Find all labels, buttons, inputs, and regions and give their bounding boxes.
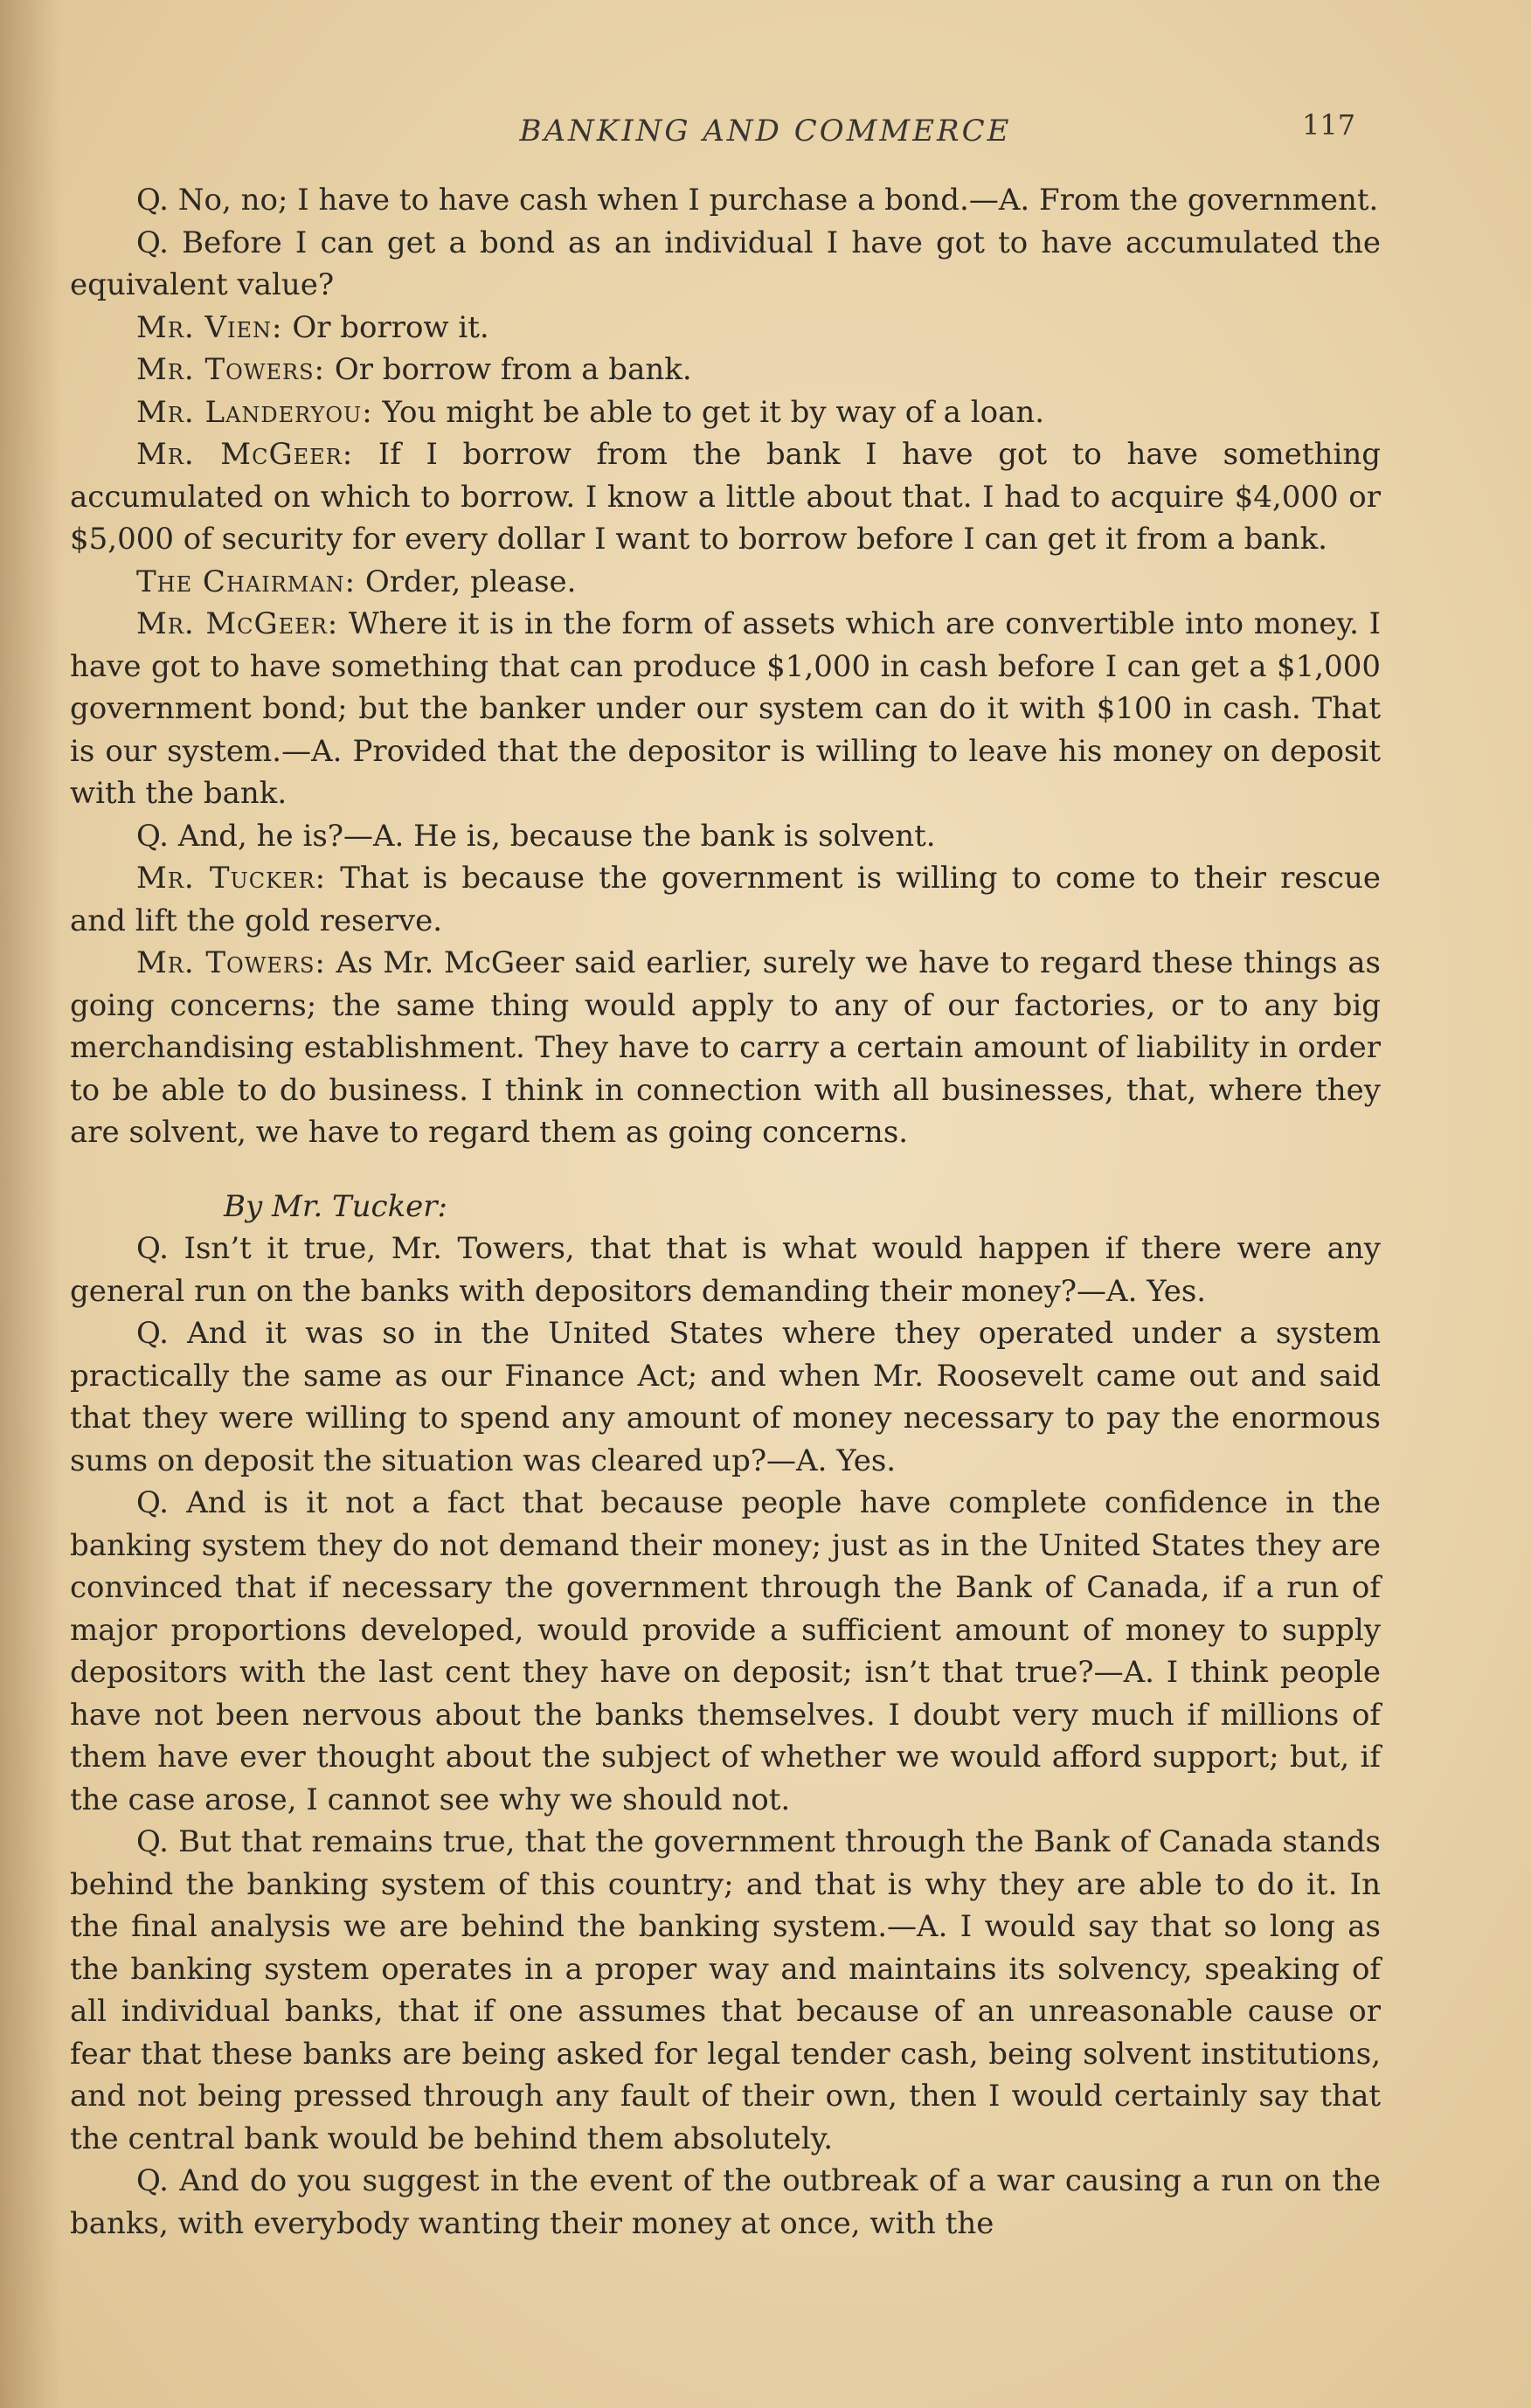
paragraph <box>70 1228 1381 1312</box>
speaker-name: Mr. Vien: <box>136 309 283 345</box>
speaker-name: Mr. Towers: <box>136 945 326 980</box>
paragraph <box>70 222 1381 307</box>
paragraph-text: Q. Before I can get a bond as an individual I have got to have accumulated the equivalent value? <box>70 225 1381 302</box>
paragraph <box>70 433 1381 561</box>
paragraph-text: Q. And do you suggest in the event of the outbreak of a war causing a run on the banks, with everybody wanting their money at once, with the <box>70 2163 1381 2241</box>
paragraph <box>70 1821 1381 2160</box>
paragraph-text: Q. But that remains true, that the government through the Bank of Canada stands behind the banking system of this country; and that is why they are able to do it. In the final analysis we are behind the banking system.—A. I would say that so long as the banking system operates in a proper way and maintains its solvency, speaking of all individual banks, that if one assumes that because of an unreasonable cause or fear that these banks are being asked for legal tender cash, being solvent institutions, and not being pressed through any fault of their own, then I would certainly say that the central bank would be behind them absolutely. <box>70 1824 1381 2156</box>
page-body <box>70 179 1381 2245</box>
paragraph <box>70 391 1381 434</box>
paragraph-text: Q. And, he is?—A. He is, because the bank is solvent. <box>136 818 936 854</box>
paragraph-text: If I borrow from the bank I have got to have something accumulated on which to borrow. I know a little about that. I had to acquire $4,000 or $5,000 of security for every dollar I want to borrow before I can get it from a bank. <box>70 437 1381 557</box>
paragraph <box>70 1482 1381 1821</box>
speaker-name: Mr. Landeryou: <box>136 394 373 430</box>
examiner-heading: By Mr. Tucker: <box>224 1188 447 1224</box>
paragraph-text: Where it is in the form of assets which are convertible into money. I have got to have something that can produce $1,000 in cash before I can get a $1,000 government bond; but the banker under our system can do it with $100 in cash. That is our system.—A. Provided that the depositor is willing to leave his money on deposit with the bank. <box>70 606 1381 811</box>
running-head-title: BANKING AND COMMERCE <box>519 114 1012 149</box>
speaker-name: The Chairman: <box>136 564 357 599</box>
paragraph-text: That is because the government is willing to come to their rescue and lift the gold reserve. <box>70 861 1381 938</box>
paragraph-text: As Mr. McGeer said earlier, surely we have to regard these things as going concerns; the same thing would apply to any of our factories, or to any big merchandising establishment. They have to carry a certain amount of liability in order to be able to do business. I think in connection with all businesses, that, where they are solvent, we have to regard them as going concerns. <box>70 945 1381 1150</box>
paragraph <box>70 561 1381 604</box>
paragraph-text: Q. And is it not a fact that because people have complete confidence in the banking system they do not demand their money; just as in the United States they are convinced that if necessary the government through the Bank of Canada, if a run of major proportions developed, would provide a sufficient amount of money to supply depositors with the last cent they have on deposit; isn’t that true?—A. I think people have not been nervous about the banks themselves. I doubt very much if millions of them have ever thought about the subject of whether we would afford support; but, if the case arose, I cannot see why we should not. <box>70 1485 1381 1817</box>
paragraph-text: Order, please. <box>356 564 577 599</box>
paragraph <box>70 942 1381 1154</box>
binding-gutter-shadow <box>0 0 61 2408</box>
speaker-name: Mr. McGeer: <box>136 606 339 641</box>
paragraph-text: Q. No, no; I have to have cash when I purchase a bond.—A. From the government. <box>136 183 1379 218</box>
paragraph-text: Or borrow from a bank. <box>325 352 692 387</box>
paragraph <box>70 2160 1381 2245</box>
paragraph <box>70 179 1381 222</box>
paragraph-text: You might be able to get it by way of a loan. <box>372 394 1045 430</box>
paragraph <box>70 1312 1381 1482</box>
speaker-name: Mr. Tucker: <box>136 861 327 896</box>
paragraph <box>70 603 1381 815</box>
paragraph-text: Or borrow it. <box>282 309 489 345</box>
paragraph <box>70 349 1381 391</box>
paragraph <box>70 815 1381 858</box>
paragraph-text: Q. And it was so in the United States where they operated under a system practically the same as our Finance Act; and when Mr. Roosevelt came out and said that they were willing to spend any amount of money necessary to pay the enormous sums on deposit the situation was cleared up?—A. Yes. <box>70 1316 1381 1478</box>
paragraph <box>70 857 1381 942</box>
page-number: 117 <box>1302 108 1356 142</box>
speaker-name: Mr. McGeer: <box>136 437 354 472</box>
paragraph-text: Q. Isn’t it true, Mr. Towers, that that is what would happen if there were any general run on the banks with depositors demanding their money?—A. Yes. <box>70 1231 1381 1309</box>
paragraph <box>70 307 1381 349</box>
speaker-name: Mr. Towers: <box>136 352 326 387</box>
